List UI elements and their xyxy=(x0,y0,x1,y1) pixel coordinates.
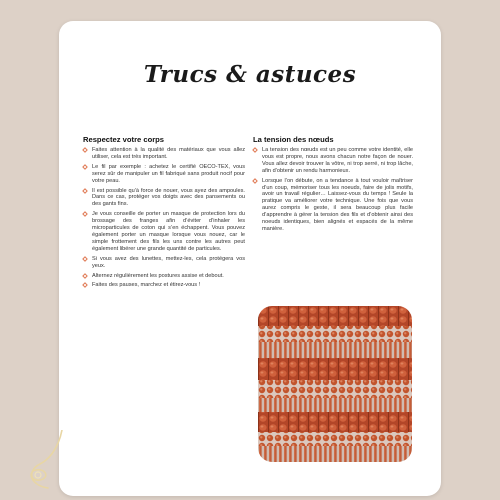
list-item: Faites attention à la qualité des matériaux que vous allez utiliser, cela est très important. xyxy=(83,147,245,161)
list-item: Je vous conseille de porter un masque de protection lors du brossage des franges afin d’éviter d’inhaler les microparticules de coton qui s’en échappent. Vous pouvez également porter un masque lorsque vous nouez, car le simple frottement des fils les uns contre les autres peut également libérer une grande quantité de particules. xyxy=(83,211,245,252)
diamond-bullet-icon xyxy=(82,164,88,170)
page-card xyxy=(59,21,441,496)
paragraph: La tension des nœuds est un peu comme votre identité, elle vous est propre, nous avons chacun notre façon de nouer. Vous allez devoir trouver la vôtre, ni trop serré, ni trop lâche, afin d’obtenir un rendu harmonieux. xyxy=(253,147,413,175)
diamond-bullet-icon xyxy=(82,211,88,217)
list-item: Si vous avez des lunettes, mettez-les, cela protégera vos yeux. xyxy=(83,256,245,270)
diamond-bullet-icon xyxy=(82,188,88,194)
list-item: Faites des pauses, marchez et étirez-vous ! xyxy=(83,282,245,289)
left-heading: Respectez votre corps xyxy=(83,135,165,144)
list-item: Alternez régulièrement les postures assise et debout. xyxy=(83,273,245,280)
macrame-photo xyxy=(258,306,412,462)
list-item: Le fil par exemple : achetez le certifié OECO-TEX, vous serez sûr de manipuler un fil fabriqué sans produit nocif pour votre peau. xyxy=(83,164,245,185)
string-loop-icon xyxy=(18,430,68,495)
list-item: Il est possible qu’à force de nouer, vous ayez des ampoules. Dans ce cas, protéger vos doigts avec des pansements ou des gants fins. xyxy=(83,188,245,209)
diamond-bullet-icon xyxy=(252,178,258,184)
right-column xyxy=(253,135,413,236)
right-heading: La tension des nœuds xyxy=(253,135,334,144)
diamond-bullet-icon xyxy=(252,147,258,153)
macrame-texture-image xyxy=(258,306,412,462)
left-column xyxy=(83,135,245,292)
diamond-bullet-icon xyxy=(82,147,88,153)
paragraph: Lorsque l’on débute, on a tendance à tout vouloir maîtriser d’un coup, mémoriser tous les noeuds, faire de jolis motifs, avoir un travail régulier… Laissez-vous du temps ! Seule la pratique va améliorer votre technique. Une fois que vous aurez compris le geste, il sera beaucoup plus facile d’apprendre à gérer la tension des fils et d’obtenir ainsi des noeuds identiques, bien alignés et espacés de la même manière. xyxy=(253,178,413,233)
tips-list xyxy=(83,147,245,289)
page-title: Trucs & astuces xyxy=(143,61,357,88)
diamond-bullet-icon xyxy=(82,273,88,279)
diamond-bullet-icon xyxy=(82,283,88,289)
diamond-bullet-icon xyxy=(82,256,88,262)
